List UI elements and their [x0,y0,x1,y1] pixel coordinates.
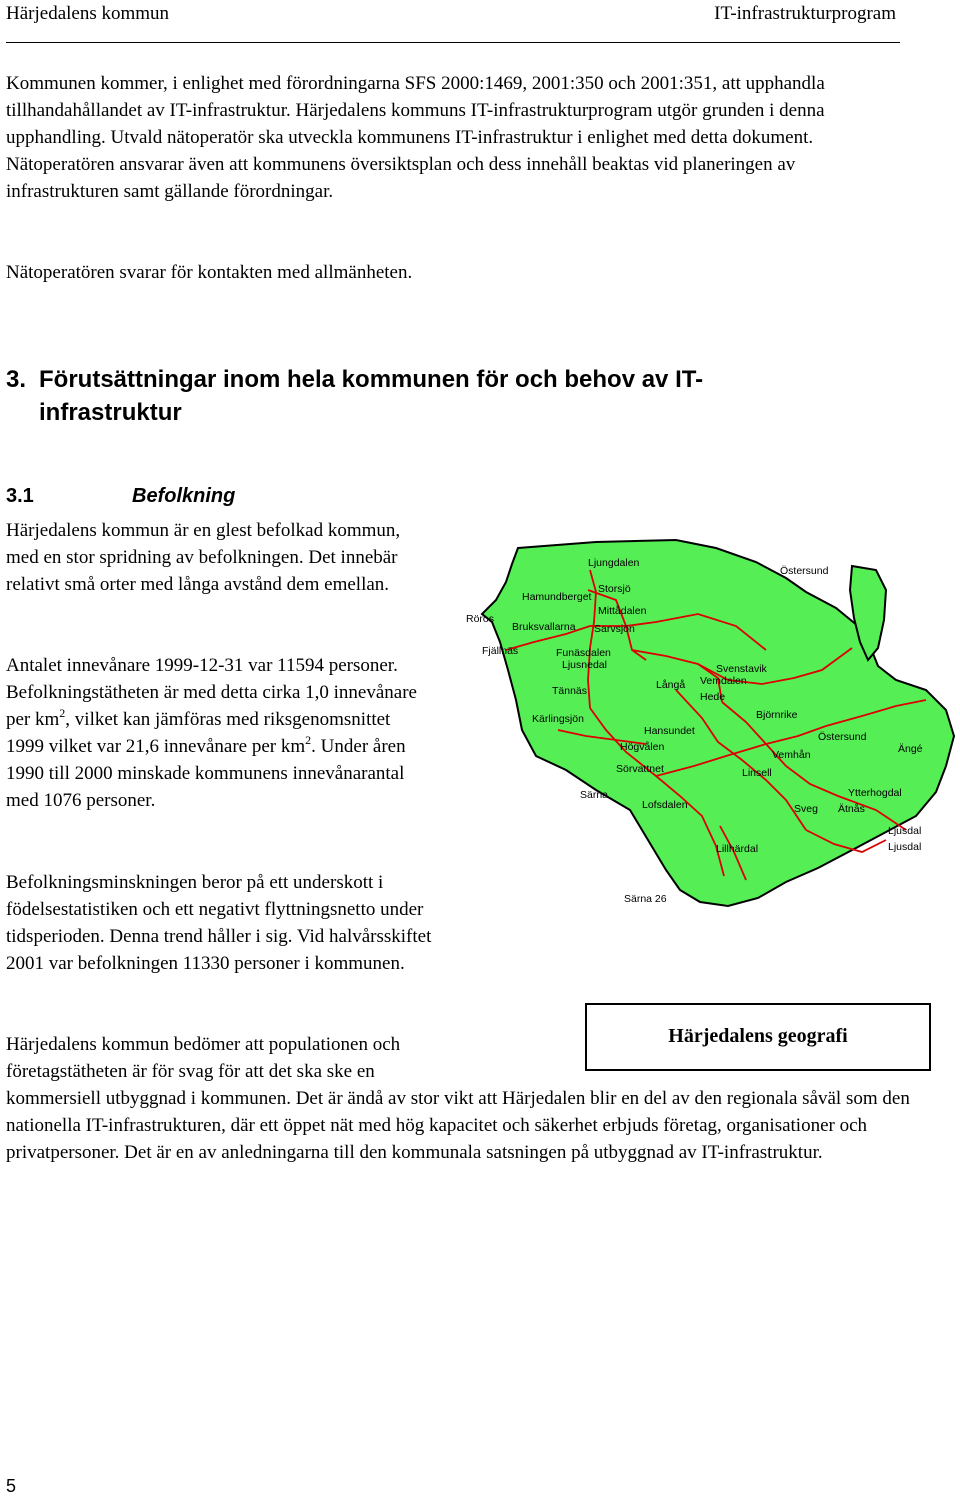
label-hogvalen: Högvålen [620,741,665,753]
population-text-b: , vilket kan jämföras med riksgenomsnittet 1999 vilket var 21,6 innevånare per km [6,709,391,757]
label-karlingsjon: Kärlingsjön [532,713,584,725]
label-hansundet: Hansundet [644,725,695,737]
intro-paragraph-2: Nätoperatören svarar för kontakten med allmänheten. [6,262,413,283]
harjedalen-map [466,530,960,910]
intro-paragraph-1: Kommunen kommer, i enlighet med förordningarna SFS 2000:1469, 2001:350 och 2001:351, att upphandla tillhandahållandet av IT-infrastruktur. Härjedalens kommuns IT-infrastrukturprogram utgör grunden i denna upphandling. Utvald nätoperatör ska utveckla kommunens IT-infrastruktur i enlighet med detta dokument. Nätoperatören ansvarar även att kommunens översiktsplan och dess innehåll beaktas vid planeringen av infrastrukturen samt gällande förordningar. [6,73,825,202]
label-sarvsjon: Sarvsjön [594,623,635,635]
label-sveg: Sveg [794,803,818,815]
section-3-heading [6,363,703,429]
header-rule [6,42,900,43]
label-bjorrike: Björnrike [756,709,798,721]
population-paragraph-3: Befolkningsminskningen beror på ett underskott i födelsestatistiken och ett negativt flyttningsnetto under tidsperioden. Denna trend håller i sig. Vid halvårsskiftet 2001 var befolkningen 11330 personer i kommunen. [6,872,432,974]
label-linsell: Linsell [742,767,772,779]
label-hede: Hede [700,691,726,703]
label-bruksvallarna: Bruksvallarna [512,621,576,633]
header-right: IT-infrastrukturprogram [714,3,896,24]
label-roros: Röros [466,613,495,625]
section-3-1-number: 3.1 [6,485,34,507]
label-ljusdal-1: Ljusdal [888,825,922,837]
label-ange: Ängé [898,743,923,755]
label-fjallnas: Fjällnäs [482,645,519,657]
label-sarna-26: Särna 26 [624,893,667,905]
section-3-title-line2: infrastruktur [39,399,182,426]
page-number: 5 [6,1476,17,1496]
label-vemdalen-top: Vemdalen [700,675,747,687]
label-vemhan: Vemhån [772,749,811,761]
label-ostersund-top: Östersund [780,565,829,577]
label-ytterhogdal: Ytterhogdal [848,787,902,799]
label-funasdalen: Funäsdalen [556,647,611,659]
label-langa: Långå [656,679,686,691]
map-caption: Härjedalens geografi [668,1025,848,1047]
label-ljungdalen: Ljungdalen [588,557,640,569]
label-sarna: Särna [580,789,609,801]
header-left: Härjedalens kommun [6,3,170,24]
section-3-number: 3. [6,366,27,393]
population-text-a: Antalet innevånare 1999-12-31 var 11594 personer. Befolkningstätheten är med detta cirka 1,0 innevånare per km [6,655,417,730]
label-sorvattnet: Sörvattnet [616,763,664,775]
label-ostersund-mid: Östersund [818,731,867,743]
label-hamundberget: Hamundberget [522,591,592,603]
label-lillhardal: Lillhärdal [716,843,759,855]
population-p4-rest: kommersiell utbyggnad i kommunen. Det är ändå av stor vikt att Härjedalen blir en del av den regionala såväl som den nationella IT-infrastrukturen, där ett öppet nät med hög kapacitet och säkerhet erbjuds företag, organisationer och privatpersoner. Det är en av anledningarna till den kommunala satsningen på utbyggnad av IT-infrastruktur. [6,1088,910,1163]
label-lofsdalen: Lofsdalen [642,799,688,811]
superscript-1: 2 [59,706,66,720]
label-svenstavik: Svenstavik [716,663,767,675]
population-p4-line2: företagstätheten är för svag för att det ska ske en [6,1061,375,1082]
section-3-title-line1: Förutsättningar inom hela kommunen för och behov av IT- [39,366,704,393]
label-storsjo: Storsjö [598,583,631,595]
label-ljusnedal: Ljusnedal [562,659,607,671]
label-mittadalen: Mittådalen [598,605,647,617]
label-ljusdal-2: Ljusdal [888,841,922,853]
section-3-1-heading [6,482,235,510]
population-p4-line1: Härjedalens kommun bedömer att populationen och [6,1034,401,1055]
population-paragraph-2 [6,652,426,814]
population-text-c: . Under åren 1990 till 2000 minskade kommunens innevånarantal med 1076 personer. [6,736,406,811]
population-paragraph-1: Härjedalens kommun är en glest befolkad kommun, med en stor spridning av befolkningen. Det innebär relativt små orter med långa avstånd dem emellan. [6,520,401,595]
map-caption-box [585,1003,931,1071]
superscript-2: 2 [305,733,312,747]
label-tannas: Tännäs [552,685,588,697]
section-3-1-title: Befolkning [132,485,236,507]
label-atnas: Ätnås [838,803,865,815]
